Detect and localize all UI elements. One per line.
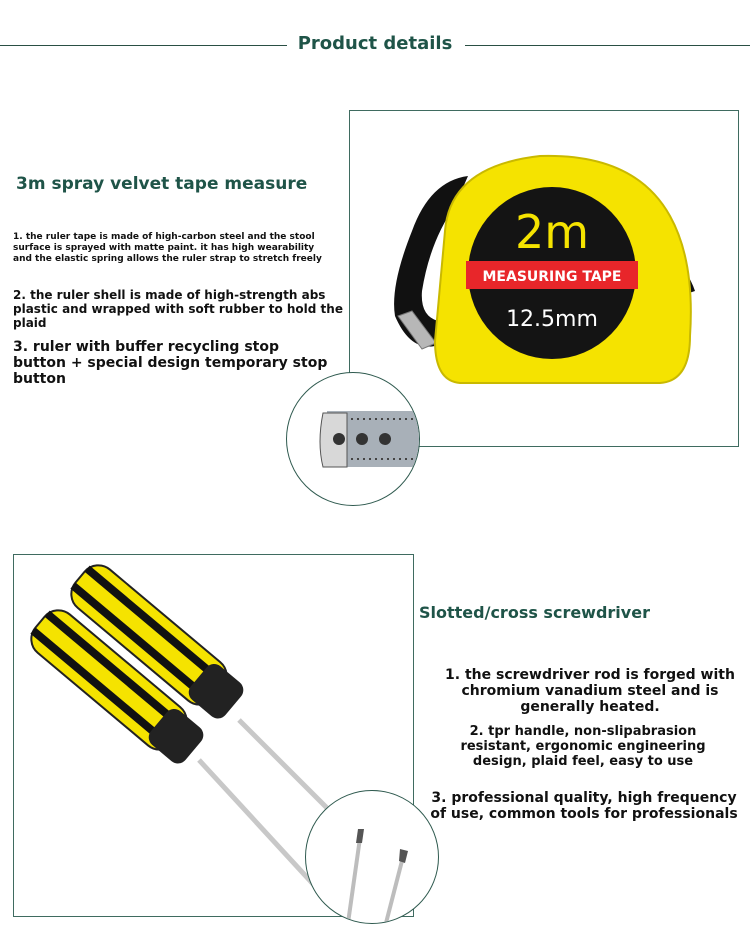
screwdriver-point-2: 2. tpr handle, non-slipabrasion resistant, ergonomic engineering design, plaid feel, easy to use xyxy=(460,724,706,769)
screwdriver-section-title: Slotted/cross screwdriver xyxy=(419,603,650,622)
page-title: Product details xyxy=(297,33,453,54)
tape-hook-detail xyxy=(286,372,420,506)
tape-measure-image xyxy=(349,110,739,447)
header-rule-right xyxy=(465,45,750,46)
screwdriver-point-1: 1. the screwdriver rod is forged with chromium vanadium steel and is generally heated. xyxy=(445,667,735,715)
tape-section-title: 3m spray velvet tape measure xyxy=(16,174,308,194)
tape-point-3: 3. ruler with buffer recycling stop button + special design temporary stop button xyxy=(13,339,328,387)
screwdriver-tip-detail xyxy=(305,790,439,924)
tape-label-size: 2m xyxy=(514,205,590,259)
tape-point-1: 1. the ruler tape is made of high-carbon steel and the stool surface is sprayed with matte paint. it has high wearability and the elastic spring allows the ruler strap to stretch freely xyxy=(13,232,322,264)
tape-point-2: 2. the ruler shell is made of high-strength abs plastic and wrapped with soft rubber to hold the plaid xyxy=(13,288,343,330)
tape-label-width: 12.5mm xyxy=(506,307,598,332)
screwdriver-point-3: 3. professional quality, high frequency of use, common tools for professionals xyxy=(430,790,738,822)
tape-label-band: MEASURING TAPE xyxy=(482,269,622,285)
